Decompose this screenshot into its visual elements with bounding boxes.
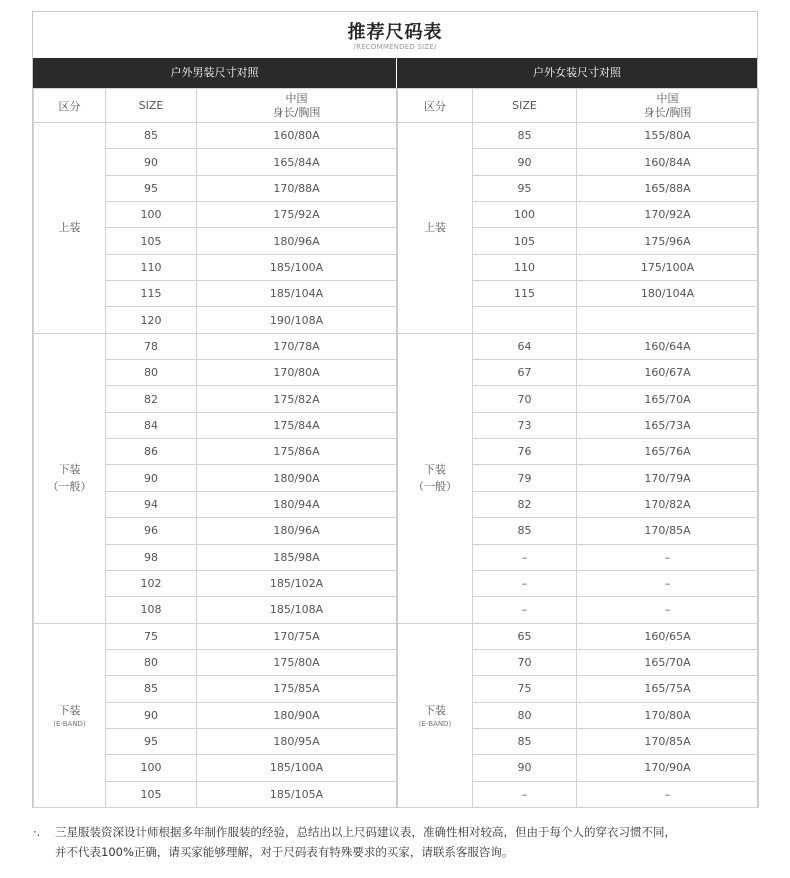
cn-size-cell: 170/80A [577, 702, 759, 728]
category-sublabel: （一般） [47, 480, 92, 494]
cn-size-cell: 185/104A [197, 281, 397, 307]
cn-size-cell: 175/85A [197, 676, 397, 702]
size-cell: – [473, 544, 577, 570]
table-row [398, 333, 759, 359]
category-label: 上装 [58, 221, 81, 235]
size-cell: 110 [473, 254, 577, 280]
men-category-cell [34, 333, 106, 623]
page-title: 推荐尺码表 [347, 22, 443, 43]
size-cell: 79 [473, 465, 577, 491]
cn-size-cell: 170/85A [577, 518, 759, 544]
cn-size-cell: 180/96A [197, 228, 397, 254]
footer-note [33, 822, 763, 862]
cn-size-cell: 170/82A [577, 491, 759, 517]
women-size-table [397, 88, 759, 808]
cn-size-cell: 180/94A [197, 491, 397, 517]
category-label: 下装 [424, 463, 446, 477]
size-cell: 85 [473, 728, 577, 754]
cn-size-cell: 165/88A [577, 175, 759, 201]
size-cell: 90 [473, 149, 577, 175]
size-cell: 100 [473, 202, 577, 228]
category-sublabel: （一般） [413, 480, 457, 494]
cn-size-cell: – [577, 781, 759, 807]
size-cell: 85 [473, 518, 577, 544]
cn-size-cell: 175/100A [577, 254, 759, 280]
size-cell: 65 [473, 623, 577, 649]
women-header-size: SIZE [473, 89, 577, 123]
size-cell: 80 [106, 649, 197, 675]
size-cell: 90 [106, 149, 197, 175]
cn-size-cell: 165/70A [577, 386, 759, 412]
size-cell: 105 [106, 228, 197, 254]
size-cell: 64 [473, 333, 577, 359]
size-cell: 100 [106, 755, 197, 781]
cn-size-cell: 170/78A [197, 333, 397, 359]
cn-size-cell: 180/96A [197, 518, 397, 544]
footer-line-2: 并不代表100%正确，请买家能够理解，对于尺码表有特殊要求的买家，请联系客服咨询。 [55, 845, 514, 859]
title-area [33, 12, 757, 58]
category-label: 下装 [58, 703, 81, 717]
footer-bullet: ·. [33, 825, 41, 839]
size-cell: 94 [106, 491, 197, 517]
size-chart [32, 11, 758, 808]
women-header-cn-line1: 中国 [656, 91, 679, 105]
cn-size-cell: 180/90A [197, 465, 397, 491]
size-cell: 110 [106, 254, 197, 280]
size-cell: 95 [106, 728, 197, 754]
size-cell: 85 [473, 123, 577, 149]
size-cell: 75 [106, 623, 197, 649]
women-category-cell [398, 623, 473, 807]
size-cell: 85 [106, 676, 197, 702]
cn-size-cell [577, 307, 759, 333]
size-cell: 98 [106, 544, 197, 570]
cn-size-cell: 170/80A [197, 360, 397, 386]
cn-size-cell: 185/100A [197, 254, 397, 280]
size-cell: 115 [106, 281, 197, 307]
table-row [34, 623, 397, 649]
men-header-cn-line2: 身长/胸围 [272, 105, 321, 119]
cn-size-cell: 170/85A [577, 728, 759, 754]
cn-size-cell: 175/86A [197, 439, 397, 465]
cn-size-cell: 185/108A [197, 597, 397, 623]
size-cell: 70 [473, 649, 577, 675]
women-band-header: 户外女装尺寸对照 [397, 58, 757, 88]
men-size-table [33, 88, 397, 808]
cn-size-cell: 175/84A [197, 412, 397, 438]
cn-size-cell: 185/100A [197, 755, 397, 781]
size-cell: 95 [106, 175, 197, 201]
size-cell: 102 [106, 570, 197, 596]
size-cell: 90 [473, 755, 577, 781]
cn-size-cell: 175/96A [577, 228, 759, 254]
cn-size-cell: 175/92A [197, 202, 397, 228]
size-cell: – [473, 781, 577, 807]
size-cell [473, 307, 577, 333]
cn-size-cell: 170/90A [577, 755, 759, 781]
size-cell: – [473, 597, 577, 623]
cn-size-cell: 160/64A [577, 333, 759, 359]
table-row [398, 123, 759, 149]
cn-size-cell: 170/92A [577, 202, 759, 228]
women-header-cn [577, 89, 759, 123]
women-header-category: 区分 [398, 89, 473, 123]
size-cell: 80 [106, 360, 197, 386]
cn-size-cell: 185/98A [197, 544, 397, 570]
cn-size-cell: 175/80A [197, 649, 397, 675]
women-header-cn-line2: 身长/胸围 [643, 105, 692, 119]
size-cell: 95 [473, 175, 577, 201]
category-label: 下装 [58, 463, 81, 477]
men-table-container [33, 88, 396, 808]
men-table-body [34, 123, 397, 808]
cn-size-cell: 185/102A [197, 570, 397, 596]
women-category-cell [398, 333, 473, 623]
cn-size-cell: 170/75A [197, 623, 397, 649]
page-subtitle: /RECOMMENDED SIZE/ [353, 43, 437, 51]
cn-size-cell: 160/65A [577, 623, 759, 649]
size-cell: 76 [473, 439, 577, 465]
cn-size-cell: 170/88A [197, 175, 397, 201]
size-cell: 82 [106, 386, 197, 412]
table-row [398, 623, 759, 649]
men-header-cn [197, 89, 397, 123]
cn-size-cell: 160/84A [577, 149, 759, 175]
size-cell: 86 [106, 439, 197, 465]
men-header-category: 区分 [34, 89, 106, 123]
size-cell: 70 [473, 386, 577, 412]
cn-size-cell: 160/80A [197, 123, 397, 149]
size-cell: 115 [473, 281, 577, 307]
size-cell: 75 [473, 676, 577, 702]
size-cell: 80 [473, 702, 577, 728]
men-header-cn-line1: 中国 [285, 91, 308, 105]
cn-size-cell: 165/73A [577, 412, 759, 438]
size-cell: 105 [106, 781, 197, 807]
size-cell: 90 [106, 465, 197, 491]
women-category-cell [398, 123, 473, 334]
men-category-cell [34, 123, 106, 334]
women-header-row [398, 89, 759, 123]
cn-size-cell: 165/76A [577, 439, 759, 465]
category-sublabel: (E-BAND) [53, 719, 86, 728]
cn-size-cell: 190/108A [197, 307, 397, 333]
size-cell: 85 [106, 123, 197, 149]
size-cell: 67 [473, 360, 577, 386]
cn-size-cell: 155/80A [577, 123, 759, 149]
women-table-body [398, 123, 759, 808]
cn-size-cell: 170/79A [577, 465, 759, 491]
category-sublabel: (E-BAND) [418, 719, 452, 728]
men-header-row [34, 89, 397, 123]
men-header-size: SIZE [106, 89, 197, 123]
size-cell: 73 [473, 412, 577, 438]
category-label: 上装 [424, 221, 446, 235]
cn-size-cell: 180/104A [577, 281, 759, 307]
cn-size-cell: 165/84A [197, 149, 397, 175]
size-cell: 108 [106, 597, 197, 623]
men-category-cell [34, 623, 106, 807]
footer-line-1: 三星服装资深设计师根据多年制作服装的经验，总结出以上尺码建议表，准确性相对较高，但由于每个人的穿衣习惯不同， [55, 825, 676, 839]
size-cell: 96 [106, 518, 197, 544]
cn-size-cell: 165/70A [577, 649, 759, 675]
cn-size-cell: – [577, 570, 759, 596]
cn-size-cell: – [577, 544, 759, 570]
cn-size-cell: 185/105A [197, 781, 397, 807]
size-cell: 100 [106, 202, 197, 228]
cn-size-cell: 165/75A [577, 676, 759, 702]
size-cell: 120 [106, 307, 197, 333]
cn-size-cell: 160/67A [577, 360, 759, 386]
cn-size-cell: 180/90A [197, 702, 397, 728]
category-label: 下装 [424, 703, 446, 717]
cn-size-cell: 175/82A [197, 386, 397, 412]
table-row [34, 123, 397, 149]
size-cell: 84 [106, 412, 197, 438]
size-cell: – [473, 570, 577, 596]
size-cell: 78 [106, 333, 197, 359]
table-row [34, 333, 397, 359]
size-cell: 82 [473, 491, 577, 517]
cn-size-cell: – [577, 597, 759, 623]
size-cell: 105 [473, 228, 577, 254]
women-table-container [396, 88, 758, 808]
size-cell: 90 [106, 702, 197, 728]
men-band-header: 户外男装尺寸对照 [33, 58, 396, 88]
cn-size-cell: 180/95A [197, 728, 397, 754]
